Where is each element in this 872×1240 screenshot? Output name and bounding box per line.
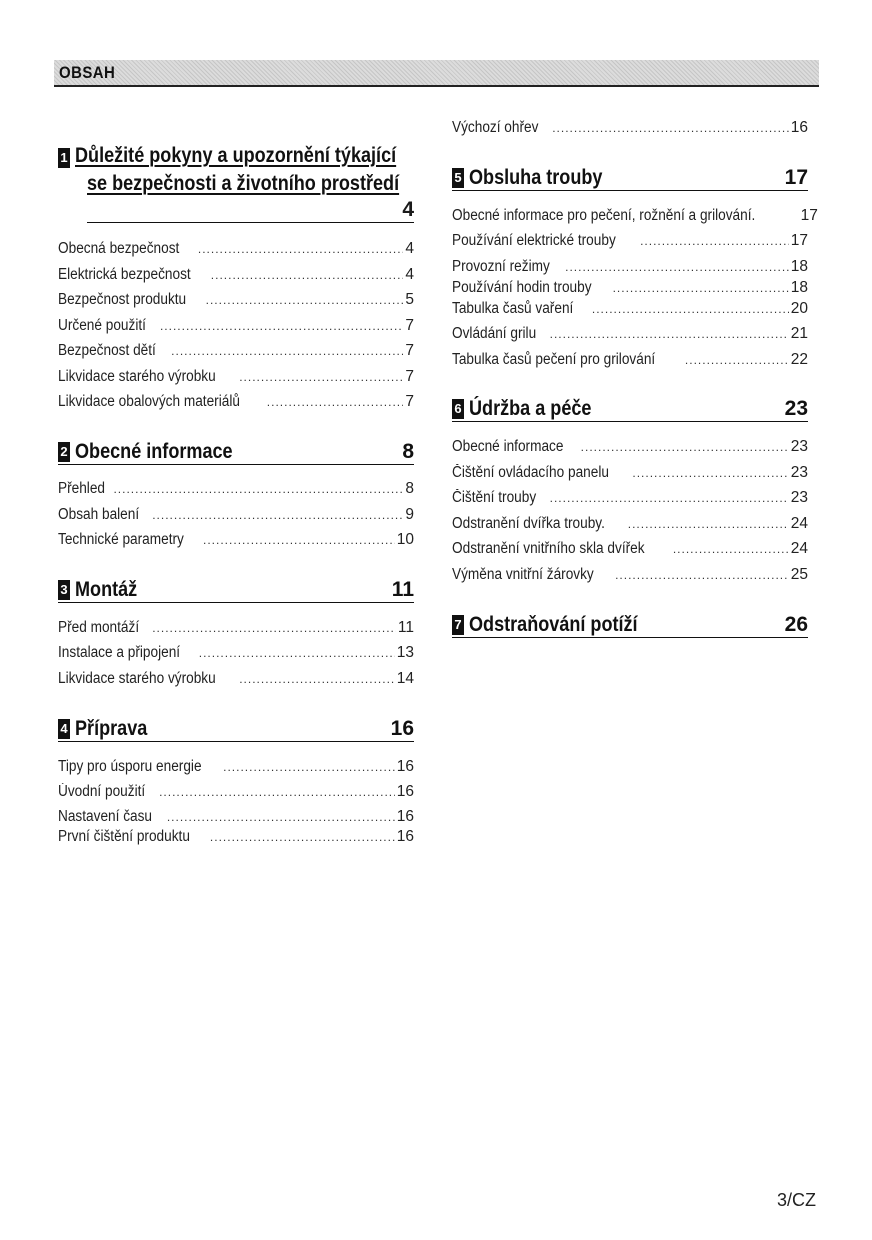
dot-leader (565, 256, 789, 278)
toc-entry-label: Instalace a připojení (58, 644, 181, 661)
dot-leader (210, 826, 395, 848)
toc-section-5-heading[interactable] (452, 166, 808, 191)
toc-entry-page: 7 (405, 317, 414, 334)
dot-leader (673, 538, 789, 560)
dot-leader (198, 238, 404, 260)
dot-leader (581, 436, 789, 458)
toc-entry-label: Ovládání grilu (452, 325, 537, 342)
toc-entry[interactable] (58, 529, 414, 551)
toc-entry-page: 16 (396, 808, 414, 825)
toc-entry[interactable] (452, 230, 808, 252)
toc-entry[interactable] (58, 617, 414, 639)
toc-entry-page: 24 (790, 515, 808, 532)
toc-section-4-heading[interactable] (58, 717, 414, 742)
toc-entry-page: 9 (405, 506, 414, 523)
toc-entry[interactable] (58, 238, 414, 260)
section-page-number: 8 (402, 440, 414, 463)
toc-entry-page: 7 (405, 368, 414, 385)
toc-entry-page: 7 (405, 342, 414, 359)
dot-leader (628, 513, 789, 535)
toc-entry[interactable] (58, 642, 414, 664)
toc-entry[interactable] (58, 826, 414, 848)
dot-leader (640, 230, 789, 252)
section-page-number: 16 (390, 717, 414, 740)
dot-leader (160, 315, 403, 337)
toc-entry-page: 14 (396, 670, 414, 687)
toc-entry-page: 8 (405, 480, 414, 497)
toc-entry-page: 16 (396, 783, 414, 800)
toc-entry[interactable] (452, 298, 808, 320)
section-title-line-1: Důležité pokyny a upozornění týkající (75, 144, 397, 167)
toc-entry-label: Likvidace starého výrobku (58, 670, 216, 687)
toc-entry-page: 24 (790, 540, 808, 557)
dot-leader (632, 462, 788, 484)
dot-leader (159, 781, 395, 803)
section-number-badge: 3 (58, 580, 70, 600)
dot-leader (615, 564, 789, 586)
toc-entry-label: Úvodní použití (58, 783, 146, 800)
toc-entry-label: Provozní režimy (452, 258, 550, 275)
toc-entry-label: Bezpečnost produktu (58, 291, 187, 308)
dot-leader (613, 277, 789, 299)
dot-leader (203, 529, 395, 551)
contents-header-bar (54, 60, 819, 87)
toc-section-2-heading[interactable] (58, 440, 414, 465)
toc-entry[interactable] (452, 513, 808, 535)
section-title-line-2: se bezpečnosti a životního prostředí (87, 172, 400, 195)
toc-entry-label: Obecná bezpečnost (58, 240, 180, 257)
toc-entry-page: 21 (790, 325, 808, 342)
dot-leader (552, 117, 789, 139)
dot-leader (167, 806, 395, 828)
toc-entry-label: Tabulka časů vaření (452, 300, 574, 317)
toc-entry-label: Odstranění dvířka trouby. (452, 515, 605, 532)
section-page-number: 26 (784, 613, 808, 636)
section-page-number: 17 (784, 166, 808, 189)
toc-entry-label: Obecné informace (452, 438, 564, 455)
toc-entry-page: 5 (405, 291, 414, 308)
toc-entry-label: Výchozí ohřev (452, 119, 539, 136)
toc-entry-label: Obecné informace pro pečení, rožnění a grilování. (452, 207, 756, 224)
toc-entry[interactable] (452, 205, 818, 227)
toc-entry-label: Čištění trouby (452, 489, 537, 506)
section-number-badge: 7 (452, 615, 464, 635)
toc-entry[interactable] (58, 781, 414, 803)
dot-leader (239, 366, 403, 388)
toc-entry[interactable] (58, 756, 414, 778)
toc-entry-label: Používání hodin trouby (452, 279, 592, 296)
toc-entry[interactable] (452, 538, 808, 560)
toc-entry-page: 18 (790, 279, 808, 296)
dot-leader (171, 340, 403, 362)
toc-entry[interactable] (452, 256, 808, 278)
toc-entry[interactable] (58, 668, 414, 690)
dot-leader (199, 642, 395, 664)
toc-entry-page: 7 (405, 393, 414, 410)
toc-entry-page: 18 (790, 258, 808, 275)
toc-entry[interactable] (452, 349, 808, 371)
dot-leader (592, 298, 789, 320)
section-number-badge: 2 (58, 442, 70, 462)
toc-entry-page: 16 (396, 758, 414, 775)
footer-page-number: 3/CZ (776, 1190, 816, 1210)
toc-entry[interactable] (452, 323, 808, 345)
toc-entry-page: 4 (405, 240, 414, 257)
toc-entry[interactable] (58, 504, 414, 526)
toc-entry[interactable] (58, 366, 414, 388)
toc-entry-page: 10 (396, 531, 414, 548)
toc-entry[interactable] (58, 806, 414, 828)
toc-entry-label: Výměna vnitřní žárovky (452, 566, 594, 583)
dot-leader (685, 349, 789, 371)
toc-entry-page: 25 (790, 566, 808, 583)
toc-entry[interactable] (452, 564, 808, 586)
toc-entry-page: 17 (790, 232, 808, 249)
toc-entry-label: Určené použití (58, 317, 146, 334)
toc-entry-label: Odstranění vnitřního skla dvířek (452, 540, 645, 557)
toc-entry-page: 23 (790, 464, 808, 481)
section-title: Údržba a péče (469, 397, 592, 420)
section-title: Příprava (75, 717, 148, 740)
dot-leader (550, 323, 789, 345)
toc-entry-page: 20 (790, 300, 808, 317)
dot-leader (152, 617, 396, 639)
toc-entry[interactable] (58, 340, 414, 362)
section-title: Montáž (75, 578, 138, 601)
toc-entry[interactable] (58, 391, 414, 413)
toc-entry-label: Čištění ovládacího panelu (452, 464, 609, 481)
toc-entry-label: Přehled (58, 480, 106, 497)
section-page-number: 23 (784, 397, 808, 420)
toc-entry-label: Používání elektrické trouby (452, 232, 616, 249)
section-number-badge: 4 (58, 719, 70, 739)
toc-entry[interactable] (452, 117, 808, 139)
dot-leader (211, 264, 404, 286)
toc-entry-label: Před montáží (58, 619, 140, 636)
toc-section-6-heading[interactable] (452, 397, 808, 422)
toc-entry-page: 16 (790, 119, 808, 136)
toc-entry[interactable] (452, 487, 808, 509)
toc-entry-page: 4 (405, 266, 414, 283)
dot-leader (206, 289, 404, 311)
toc-entry-label: Likvidace starého výrobku (58, 368, 216, 385)
toc-entry-page: 17 (800, 207, 818, 224)
section-page-number: 4 (402, 198, 414, 221)
toc-entry[interactable] (452, 436, 808, 458)
toc-entry-label: Technické parametry (58, 531, 184, 548)
dot-leader (267, 391, 404, 413)
toc-entry-page: 13 (396, 644, 414, 661)
section-title: Odstraňování potíží (469, 613, 638, 636)
dot-leader (239, 668, 395, 690)
dot-leader (223, 756, 395, 778)
toc-entry[interactable] (58, 315, 414, 337)
toc-section-7-heading[interactable] (452, 613, 808, 638)
toc-entry-label: Tabulka časů pečení pro grilování (452, 351, 656, 368)
toc-entry-label: Tipy pro úsporu energie (58, 758, 202, 775)
toc-entry[interactable] (58, 264, 414, 286)
toc-entry-page: 23 (790, 489, 808, 506)
dot-leader (550, 487, 789, 509)
toc-entry-label: Nastavení času (58, 808, 153, 825)
toc-entry[interactable] (452, 462, 808, 484)
contents-title: OBSAH (59, 63, 116, 82)
dot-leader (152, 504, 403, 526)
toc-section-3-heading[interactable] (58, 578, 414, 603)
section-title: Obsluha trouby (469, 166, 603, 189)
section-underline (87, 222, 414, 223)
section-number-badge: 6 (452, 399, 464, 419)
toc-entry-label: První čištění produktu (58, 828, 190, 845)
toc-entry[interactable] (58, 478, 414, 500)
section-number-badge: 5 (452, 168, 464, 188)
toc-entry-label: Obsah balení (58, 506, 140, 523)
toc-entry-page: 22 (790, 351, 808, 368)
section-number-badge: 1 (58, 148, 70, 168)
toc-entry-label: Likvidace obalových materiálů (58, 393, 240, 410)
toc-entry-page: 11 (397, 619, 414, 636)
toc-entry-page: 16 (396, 828, 414, 845)
section-page-number: 11 (391, 578, 414, 601)
section-title: Obecné informace (75, 440, 233, 463)
toc-entry[interactable] (452, 277, 808, 299)
toc-section-1-heading[interactable] (58, 144, 414, 224)
toc-entry-label: Bezpečnost dětí (58, 342, 156, 359)
toc-entry-label: Elektrická bezpečnost (58, 266, 191, 283)
toc-entry[interactable] (58, 289, 414, 311)
toc-entry-page: 23 (790, 438, 808, 455)
dot-leader (113, 478, 403, 500)
